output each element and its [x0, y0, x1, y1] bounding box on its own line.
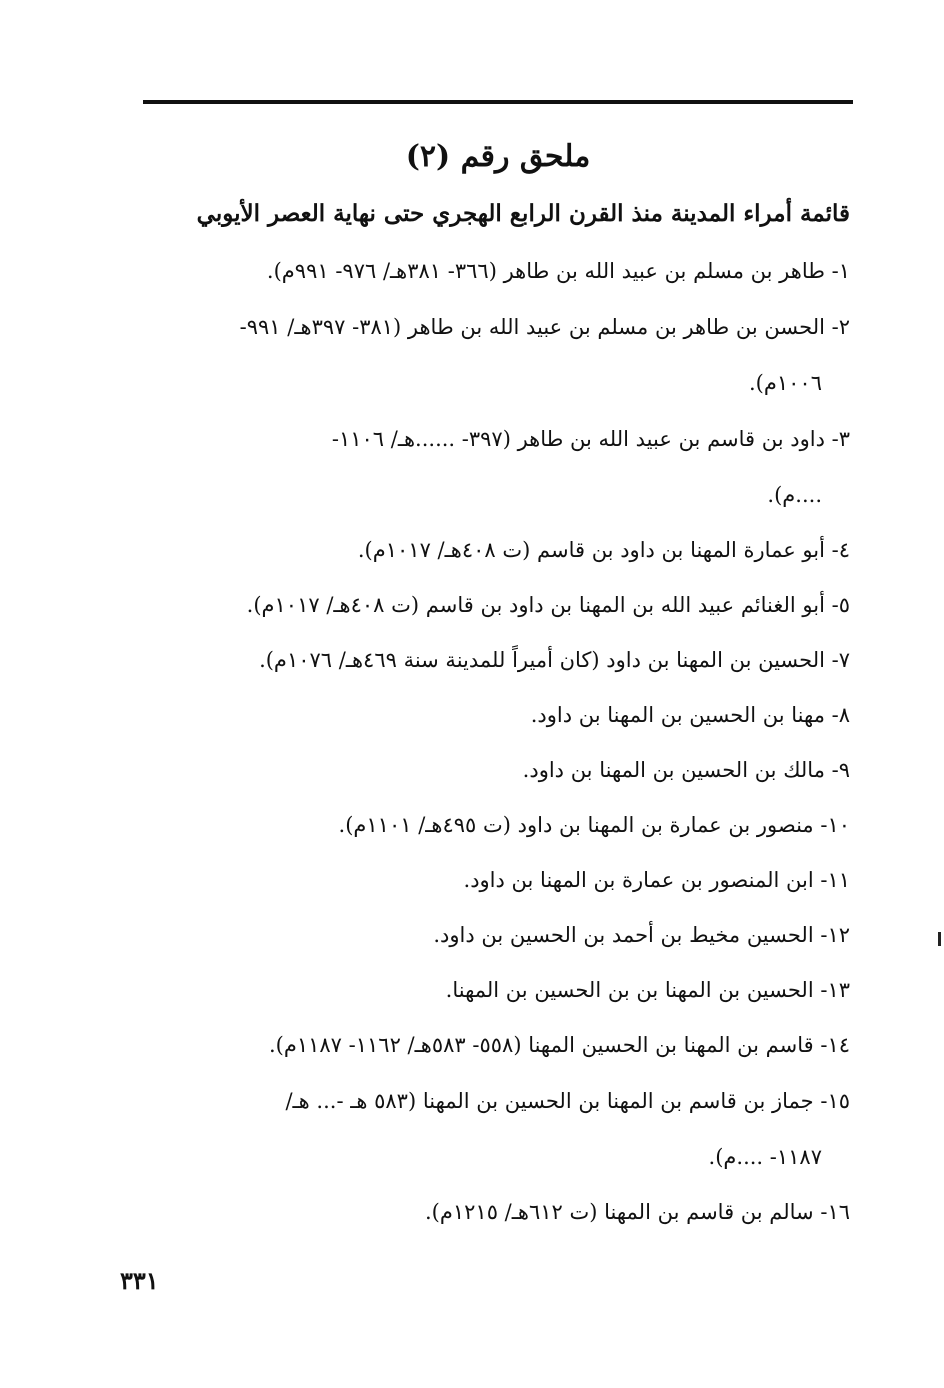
- header-rule: [143, 100, 853, 104]
- entry-text: ١٢- الحسين مخيط بن أحمد بن الحسين بن داود.: [433, 923, 850, 947]
- entry-text: ٨- مهنا بن الحسين بن المهنا بن داود.: [530, 703, 850, 727]
- entry-text: ١٣- الحسين بن المهنا بن بن الحسين بن المهنا.: [445, 978, 850, 1002]
- list-item: [130, 688, 850, 743]
- list-item: [130, 963, 850, 1018]
- list-item: [130, 1018, 850, 1073]
- entry-text: ٤- أبو عمارة المهنا بن داود بن قاسم (ت ٤٠٨هـ/ ١٠١٧م).: [357, 538, 850, 562]
- entry-text: ١٤- قاسم بن المهنا بن الحسين المهنا (٥٥٨- ٥٨٣هـ/ ١١٦٢- ١١٨٧م).: [268, 1033, 850, 1057]
- margin-mark: [938, 932, 941, 946]
- list-item: [130, 244, 850, 299]
- list-item: [130, 1073, 850, 1185]
- entry-continuation: ١٠٠٦م).: [749, 371, 822, 395]
- list-item: [130, 853, 850, 908]
- list-item: [130, 743, 850, 798]
- list-item: [130, 411, 850, 523]
- entry-text: ٥- أبو الغنائم عبيد الله بن المهنا بن داود بن قاسم (ت ٤٠٨هـ/ ١٠١٧م).: [246, 593, 850, 617]
- appendix-title: ملحق رقم (٢): [405, 139, 591, 174]
- entry-text: ١٥- جماز بن قاسم بن المهنا بن الحسين بن المهنا (٥٨٣ هـ -... هـ/: [285, 1089, 850, 1113]
- list-item: [130, 633, 850, 688]
- list-item: [130, 299, 850, 411]
- list-item: [130, 798, 850, 853]
- emirs-list: [130, 244, 850, 1240]
- list-item: [130, 1185, 850, 1240]
- entry-text: ٢- الحسن بن طاهر بن مسلم بن عبيد الله بن طاهر (٣٨١- ٣٩٧هـ/ ٩٩١-: [239, 315, 850, 339]
- entry-text: ٩- مالك بن الحسين بن المهنا بن داود.: [522, 758, 850, 782]
- list-item: [130, 578, 850, 633]
- page-number: ٣٣١: [120, 1266, 159, 1295]
- entry-text: ٧- الحسين بن المهنا بن داود (كان أميراً للمدينة سنة ٤٦٩هـ/ ١٠٧٦م).: [259, 648, 850, 672]
- entry-text: ٣- داود بن قاسم بن عبيد الله بن طاهر (٣٩٧- ......هـ/ ١١٠٦-: [331, 427, 850, 451]
- list-item: [130, 908, 850, 963]
- entry-text: ١٠- منصور بن عمارة بن المهنا بن داود (ت ٤٩٥هـ/ ١١٠١م).: [338, 813, 850, 837]
- entry-continuation: ١١٨٧- ....م).: [708, 1145, 822, 1169]
- entry-text: ١- طاهر بن مسلم بن عبيد الله بن طاهر (٣٦٦- ٣٨١هـ/ ٩٧٦- ٩٩١م).: [266, 259, 850, 283]
- entry-text: ١٦- سالم بن قاسم بن المهنا (ت ٦١٢هـ/ ١٢١٥م).: [424, 1200, 850, 1224]
- list-item: [130, 523, 850, 578]
- entry-text: ١١- ابن المنصور بن عمارة بن المهنا بن داود.: [463, 868, 850, 892]
- list-title: قائمة أمراء المدينة منذ القرن الرابع الهجري حتى نهاية العصر الأيوبي: [196, 200, 850, 227]
- entry-continuation: ....م).: [767, 483, 822, 507]
